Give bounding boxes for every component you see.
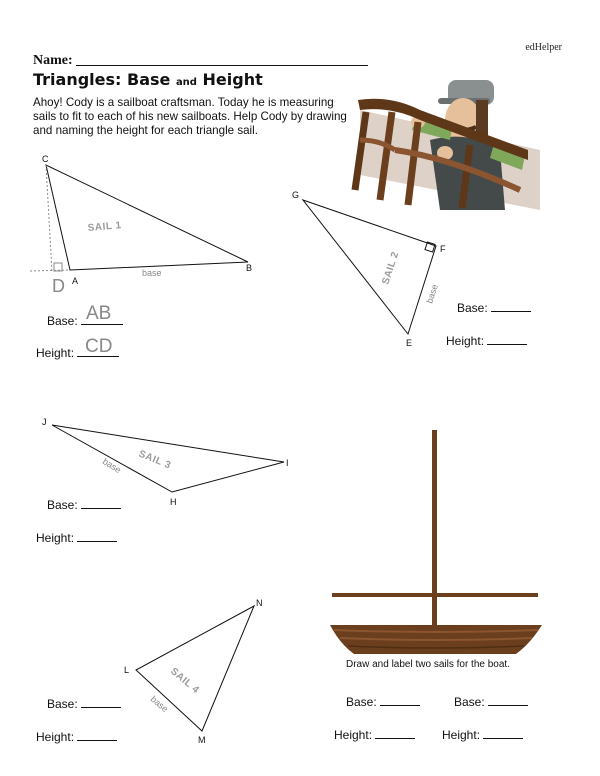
vertex-l: L (124, 665, 130, 675)
sail-1-base-label: base (142, 268, 162, 278)
base-label: Base: (47, 498, 78, 512)
vertex-f: F (440, 244, 446, 254)
height-label: Height: (446, 334, 485, 348)
sail-3-height-field[interactable] (36, 530, 117, 545)
sail-4-base-label: base (148, 693, 171, 715)
vertex-b: B (246, 263, 253, 273)
base-label: Base: (47, 314, 78, 328)
vertex-e: E (406, 338, 413, 348)
vertex-h: H (170, 497, 177, 507)
title-and: and (175, 77, 197, 88)
boat-boom (332, 593, 538, 597)
vertex-i: I (286, 458, 289, 468)
base-label: Base: (454, 695, 485, 709)
title-part-2: Height (196, 70, 263, 89)
sailboat (330, 430, 542, 654)
sail-2-base-field[interactable] (457, 300, 531, 315)
vertex-m: M (198, 735, 206, 745)
boat-mast (432, 430, 437, 628)
height-label: Height: (334, 728, 373, 742)
sail-1-extension (30, 270, 70, 271)
base-label: Base: (47, 697, 78, 711)
height-label: Height: (36, 730, 75, 744)
cody-illustration (355, 80, 540, 210)
sail-2-label: SAIL 2 (380, 250, 402, 286)
sail-2-triangle (303, 200, 436, 334)
sail-4-triangle (136, 606, 254, 731)
sail-2-base-label: base (424, 282, 440, 305)
base-label: Base: (346, 695, 377, 709)
boat-sail-2-height-field[interactable] (442, 727, 523, 742)
sail-4 (124, 598, 263, 745)
height-label: Height: (442, 728, 481, 742)
vertex-c: C (42, 154, 49, 164)
sail-1-label: SAIL 1 (87, 220, 123, 234)
boat-sail-2-base-field[interactable] (454, 694, 528, 709)
sail-3-base-field[interactable] (47, 497, 121, 512)
vertex-j: J (42, 417, 47, 427)
sail-2 (292, 190, 446, 348)
boat-caption: Draw and label two sails for the boat. (346, 659, 510, 670)
sail-1-base-answer: AB (86, 303, 112, 324)
height-label: Height: (36, 346, 75, 360)
name-label: Name: (33, 53, 73, 68)
brand-logo: edHelper (525, 42, 562, 53)
sail-1-height-line (46, 165, 52, 272)
boat-sail-1-base-field[interactable] (346, 694, 420, 709)
intro-text: Ahoy! Cody is a sailboat craftsman. Today he is measuring sails to fit to each of his new sailboats. Help Cody by drawing and naming the height for each triangle sail. (33, 96, 347, 137)
sail-3 (42, 417, 289, 507)
sail-4-height-field[interactable] (36, 729, 117, 744)
sail-4-base-field[interactable] (47, 696, 121, 711)
sail-1-height-answer: CD (85, 336, 113, 357)
sail-2-height-field[interactable] (446, 333, 527, 348)
base-label: Base: (457, 301, 488, 315)
point-d: D (52, 276, 65, 296)
height-label: Height: (36, 531, 75, 545)
title-part-1: Triangles: Base (33, 70, 176, 89)
vertex-a: A (72, 276, 79, 286)
boat-sail-1-height-field[interactable] (334, 727, 415, 742)
sail-1 (30, 154, 252, 296)
sail-3-label: SAIL 3 (136, 448, 173, 472)
sail-3-base-label: base (100, 456, 123, 476)
sail-1-triangle (46, 165, 248, 270)
sail-4-label: SAIL 4 (168, 665, 202, 697)
vertex-n: N (256, 598, 263, 608)
vertex-g: G (292, 190, 300, 200)
